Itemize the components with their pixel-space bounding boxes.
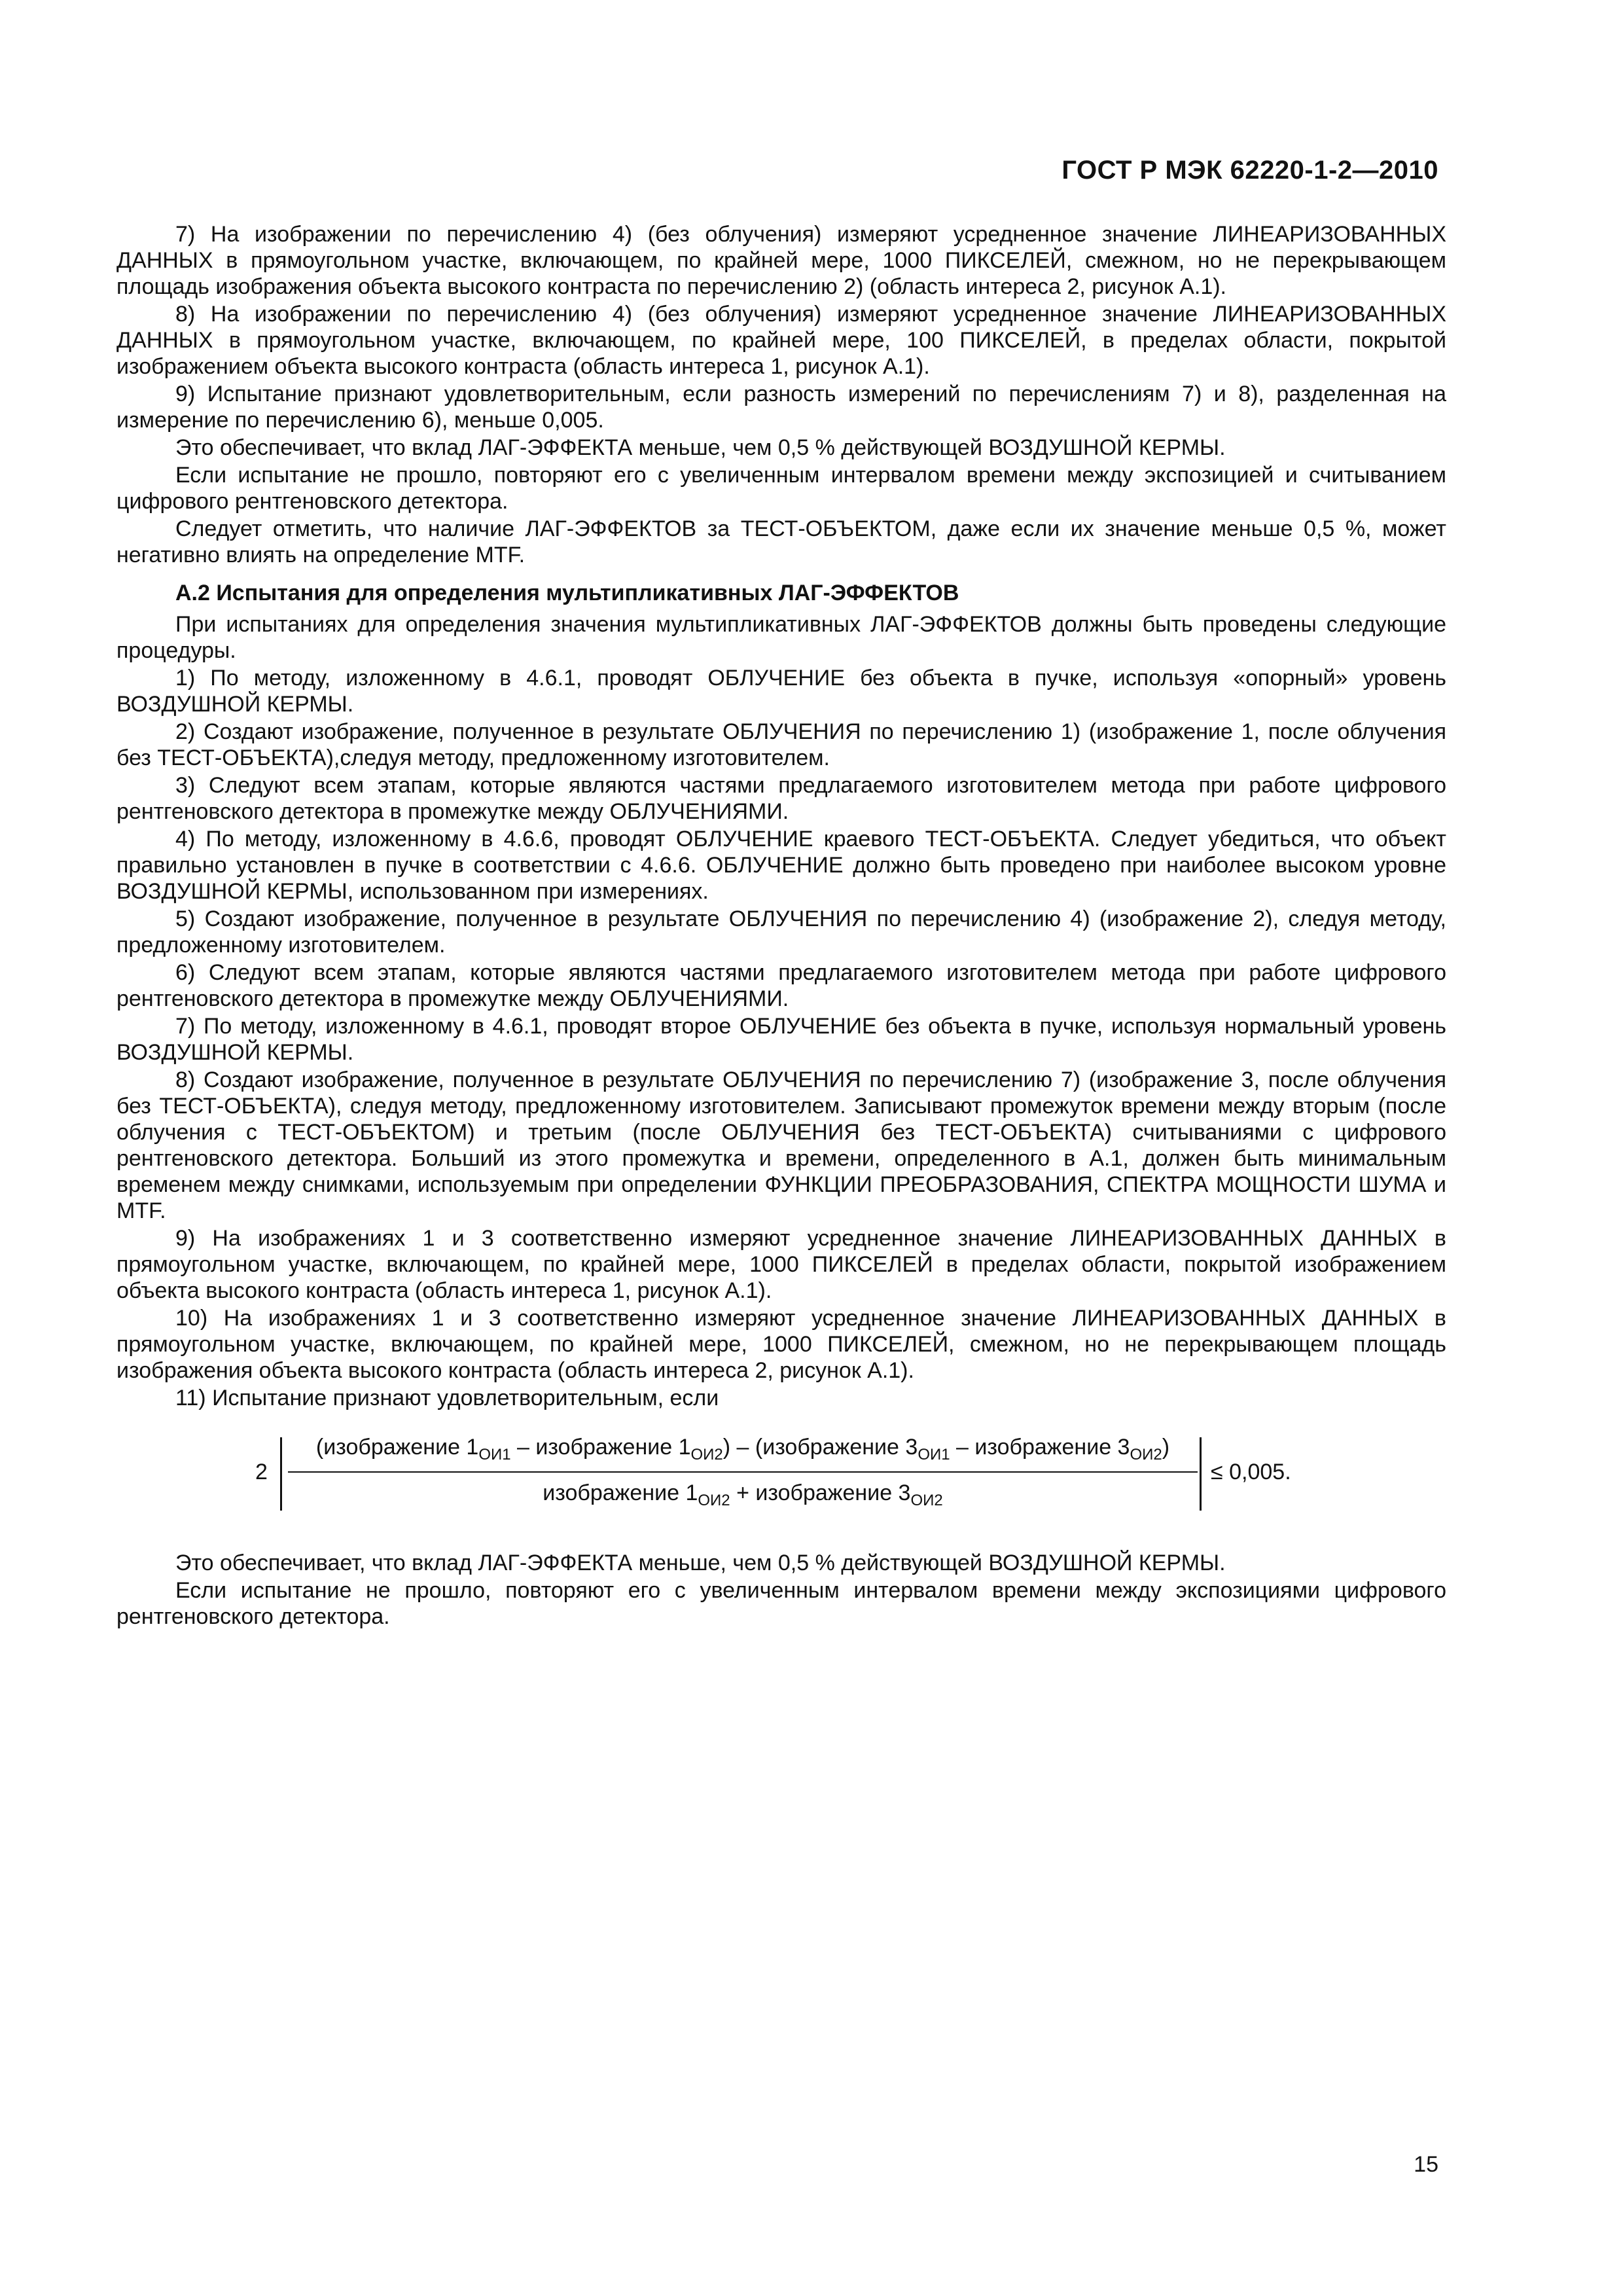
document-header: ГОСТ Р МЭК 62220-1-2—2010 xyxy=(1061,156,1438,185)
paragraph: Если испытание не прошло, повторяют его с увеличенным интервалом времени между экспозицией и считыванием цифрового рентгеновского детектора. xyxy=(116,463,1446,514)
paragraph: 6) Следуют всем этапам, которые являются частями предлагаемого изготовителем метода при работе цифрового рентгеновского детектора в промежутке между ОБЛУЧЕНИЯМИ. xyxy=(116,960,1446,1011)
fraction-line xyxy=(288,1471,1198,1473)
paragraph: Это обеспечивает, что вклад ЛАГ-ЭФФЕКТА меньше, чем 0,5 % действующей ВОЗДУШНОЙ КЕРМЫ. xyxy=(175,435,1226,460)
formula-denominator: изображение $1_{ОИ2}$ + изображение $3_{ОИ2}$ xyxy=(543,1480,943,1509)
paragraph: 7) На изображении по перечислению 4) (без облучения) измеряют усредненное значение ЛИНЕАРИЗОВАННЫХ ДАННЫХ в прямоугольном участке, включающем, по крайней мере, 1000 ПИКСЕЛЕЙ, смежном, но не перекрывающем площадь изображения объекта высокого контраста по перечислению 2) (область интереса 2, рисунок А.1). xyxy=(116,222,1446,299)
formula-coefficient: 2 xyxy=(255,1460,268,1484)
section-heading: А.2 Испытания для определения мультипликативных ЛАГ-ЭФФЕКТОВ xyxy=(175,581,959,605)
paragraph: При испытаниях для определения значения мультипликативных ЛАГ-ЭФФЕКТОВ должны быть проведены следующие процедуры. xyxy=(116,612,1446,663)
paragraph: 7) По методу, изложенному в 4.6.1, проводят второе ОБЛУЧЕНИЕ без объекта в пучке, используя нормальный уровень ВОЗДУШНОЙ КЕРМЫ. xyxy=(116,1014,1446,1065)
paragraph: Если испытание не прошло, повторяют его с увеличенным интервалом времени между экспозициями цифрового рентгеновского детектора. xyxy=(116,1578,1446,1629)
paragraph: 9) Испытание признают удовлетворительным, если разность измерений по перечислениям 7) и 8), разделенная на измерение по перечислению 6), меньше 0,005. xyxy=(116,382,1446,433)
formula-numerator: (изображение $1_{ОИ1}$ – изображение $1_{ОИ2}$) – (изображение $3_{ОИ1}$ – изображение $3_{ОИ2}$) xyxy=(315,1435,1170,1463)
paragraph: 4) По методу, изложенному в 4.6.6, проводят ОБЛУЧЕНИЕ краевого ТЕСТ-ОБЪЕКТА. Следует убедиться, что объект правильно установлен в пучке в соответствии с 4.6.6. ОБЛУЧЕНИЕ должно быть проведено при наиболее высоком уровне ВОЗДУШНОЙ КЕРМЫ, использованном при измерениях. xyxy=(116,827,1446,904)
abs-bar-left xyxy=(280,1437,282,1511)
paragraph: 8) На изображении по перечислению 4) (без облучения) измеряют усредненное значение ЛИНЕАРИЗОВАННЫХ ДАННЫХ в прямоугольном участке, включающем, по крайней мере, 100 ПИКСЕЛЕЙ, в пределах области, покрытой изображением объекта высокого контраста (область интереса 1, рисунок А.1). xyxy=(116,302,1446,379)
paragraph: 9) На изображениях 1 и 3 соответственно измеряют усредненное значение ЛИНЕАРИЗОВАННЫХ ДАННЫХ в прямоугольном участке, включающем, по крайней мере, 1000 ПИКСЕЛЕЙ в пределах области, покрытой изображением объекта высокого контраста (область интереса 1, рисунок А.1). xyxy=(116,1226,1446,1303)
paragraph: 1) По методу, изложенному в 4.6.1, проводят ОБЛУЧЕНИЕ без объекта в пучке, используя «опорный» уровень ВОЗДУШНОЙ КЕРМЫ. xyxy=(116,666,1446,717)
formula xyxy=(116,1426,1446,1530)
paragraph: 8) Создают изображение, полученное в результате ОБЛУЧЕНИЯ по перечислению 7) (изображение 3, после облучения без ТЕСТ-ОБЪЕКТА), следуя методу, предложенному изготовителем. Записывают промежуток времени между вторым (после облучения с ТЕСТ-ОБЪЕКТОМ) и третьим (после ОБЛУЧЕНИЯ без ТЕСТ-ОБЪЕКТА) считываниями с цифрового рентгеновского детектора. Больший из этого промежутка и времени, определенного в А.1, должен быть минимальным временем между снимками, используемым при определении ФУНКЦИИ ПРЕОБРАЗОВАНИЯ, СПЕКТРА МОЩНОСТИ ШУМА и MTF. xyxy=(116,1067,1446,1223)
paragraph: 3) Следуют всем этапам, которые являются частями предлагаемого изготовителем метода при работе цифрового рентгеновского детектора в промежутке между ОБЛУЧЕНИЯМИ. xyxy=(116,773,1446,824)
paragraph: 11) Испытание признают удовлетворительным, если xyxy=(175,1386,719,1410)
abs-bar-right xyxy=(1200,1437,1202,1511)
document-body xyxy=(116,221,1446,1631)
paragraph: 10) На изображениях 1 и 3 соответственно измеряют усредненное значение ЛИНЕАРИЗОВАННЫХ ДАННЫХ в прямоугольном участке, включающем, по крайней мере, 1000 ПИКСЕЛЕЙ, смежном, но не перекрывающем площадь изображения объекта высокого контраста (область интереса 2, рисунок А.1). xyxy=(116,1306,1446,1383)
page-number: 15 xyxy=(1414,2152,1438,2177)
paragraph: Следует отметить, что наличие ЛАГ-ЭФФЕКТОВ за ТЕСТ-ОБЪЕКТОМ, даже если их значение меньше 0,5 %, может негативно влиять на определение MTF. xyxy=(116,516,1446,567)
paragraph: 2) Создают изображение, полученное в результате ОБЛУЧЕНИЯ по перечислению 1) (изображение 1, после облучения без ТЕСТ-ОБЪЕКТА),следуя методу, предложенному изготовителем. xyxy=(116,719,1446,770)
paragraph: Это обеспечивает, что вклад ЛАГ-ЭФФЕКТА меньше, чем 0,5 % действующей ВОЗДУШНОЙ КЕРМЫ. xyxy=(175,1551,1226,1575)
formula-comparison: ≤ 0,005. xyxy=(1211,1460,1291,1484)
paragraph: 5) Создают изображение, полученное в результате ОБЛУЧЕНИЯ по перечислению 4) (изображение 2), следуя методу, предложенному изготовителем. xyxy=(116,906,1446,958)
